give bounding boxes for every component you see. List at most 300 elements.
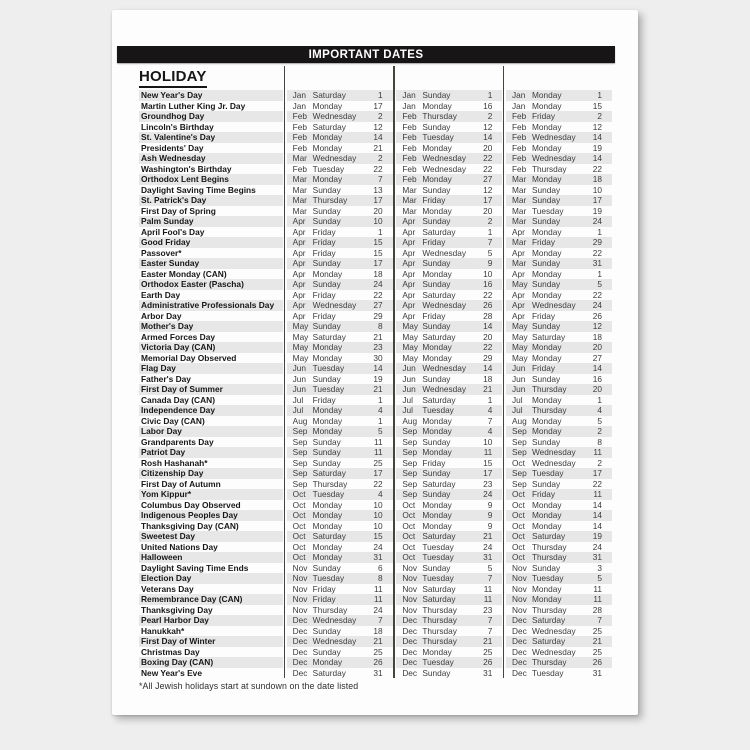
year3-date-cell: [506, 626, 612, 637]
table-row: [139, 521, 612, 532]
weekday: Monday: [312, 132, 343, 142]
month: Mar: [292, 195, 307, 205]
table-row: [139, 90, 612, 101]
day-number: 10: [592, 184, 602, 195]
month: Oct: [511, 531, 525, 541]
month: Jul: [402, 405, 413, 415]
day-number: 12: [483, 121, 493, 132]
table-row: [139, 416, 612, 427]
month: Feb: [292, 111, 307, 121]
year1-date-cell: [287, 290, 393, 301]
table-row: [139, 332, 612, 343]
holiday-name: Labor Day: [139, 426, 283, 437]
table-row: [139, 353, 612, 364]
year2-date-cell: [396, 174, 502, 185]
year3-date-cell: [506, 573, 612, 584]
month: Oct: [402, 510, 416, 520]
weekday: Monday: [422, 646, 452, 657]
table-row: [139, 636, 612, 647]
year2-date-cell: [396, 479, 502, 490]
month: Oct: [292, 520, 306, 531]
month: Feb: [511, 111, 527, 121]
year3-date-cell: [506, 647, 612, 658]
month: Jun: [292, 363, 307, 373]
month: May: [292, 331, 309, 342]
day-number: 9: [487, 499, 493, 510]
year1-date-cell: [287, 258, 393, 269]
year2-date-cell: [396, 269, 502, 280]
year3-date-cell: [506, 90, 612, 101]
weekday: Sunday: [312, 625, 341, 636]
month: Oct: [402, 552, 416, 562]
table-row: [139, 206, 612, 217]
year3-date-cell: [506, 122, 612, 133]
weekday: Saturday: [312, 468, 346, 478]
weekday: Monday: [531, 510, 562, 520]
year2-date-cell: [396, 248, 502, 259]
table-row: [139, 489, 612, 500]
weekday: Saturday: [422, 226, 456, 237]
month: May: [402, 352, 418, 363]
day-number: 5: [597, 415, 602, 426]
month: Oct: [292, 552, 306, 562]
day-number: 17: [373, 258, 383, 268]
day-number: 4: [597, 405, 602, 415]
table-row: [139, 216, 612, 227]
day-number: 7: [487, 615, 493, 625]
year3-date-cell: [506, 489, 612, 500]
table-row: [139, 500, 612, 511]
weekday: Friday: [531, 363, 556, 373]
weekday: Monday: [422, 342, 452, 352]
year2-date-cell: [396, 185, 502, 196]
year1-date-cell: [287, 647, 393, 658]
table-row: [139, 647, 612, 658]
table-row: [139, 300, 612, 311]
table-row: [139, 185, 612, 196]
weekday: Tuesday: [312, 489, 345, 499]
month: Feb: [402, 174, 417, 184]
weekday: Tuesday: [422, 132, 454, 142]
month: Apr: [511, 310, 525, 321]
day-number: 9: [487, 258, 493, 268]
month: Mar: [511, 184, 527, 195]
month: Nov: [402, 562, 418, 573]
weekday: Saturday: [312, 90, 346, 100]
day-number: 28: [483, 310, 493, 321]
year3-date-cell: [506, 437, 612, 448]
month: May: [402, 331, 418, 342]
day-number: 6: [378, 562, 383, 573]
month: Apr: [402, 216, 416, 226]
year3-date-cell: [506, 605, 612, 616]
day-number: 20: [483, 205, 493, 216]
weekday: Sunday: [422, 90, 451, 100]
day-number: 29: [373, 310, 383, 321]
weekday: Friday: [422, 237, 446, 247]
year2-date-cell: [396, 279, 502, 290]
holiday-name: Martin Luther King Jr. Day: [141, 100, 246, 111]
day-number: 26: [483, 300, 493, 310]
holiday-name: Yom Kippur*: [139, 489, 283, 500]
day-number: 21: [373, 142, 383, 153]
weekday: Monday: [531, 415, 562, 426]
year2-date-cell: [396, 321, 502, 332]
year2-date-cell: [396, 227, 502, 238]
year3-date-cell: [506, 279, 612, 290]
weekday: Monday: [531, 174, 562, 184]
month: Apr: [292, 279, 306, 289]
year3-date-cell: [506, 332, 612, 343]
weekday: Thursday: [531, 552, 567, 562]
month: Apr: [402, 279, 416, 289]
weekday: Wednesday: [531, 646, 576, 657]
year2-date-cell: [396, 374, 502, 385]
holiday-name: St. Valentine's Day: [139, 132, 283, 143]
month: Sep: [402, 468, 418, 478]
month: Feb: [511, 142, 527, 153]
holiday-name: Administrative Professionals Day: [139, 300, 283, 311]
day-number: 28: [592, 604, 602, 615]
table-row: [139, 101, 612, 112]
day-number: 24: [483, 541, 493, 552]
month: Mar: [292, 184, 307, 195]
month: Dec: [292, 657, 308, 667]
year2-date-cell: [396, 437, 502, 448]
weekday: Monday: [312, 520, 343, 531]
day-number: 25: [592, 646, 602, 657]
day-number: 18: [373, 625, 383, 636]
month: Dec: [402, 646, 418, 657]
holiday-name: Flag Day: [139, 363, 283, 374]
weekday: Monday: [531, 342, 562, 352]
weekday: Thursday: [531, 541, 567, 552]
day-number: 5: [378, 426, 383, 436]
day-number: 17: [592, 468, 602, 478]
year1-date-cell: [287, 111, 393, 122]
year1-date-cell: [287, 426, 393, 437]
month: Feb: [292, 132, 307, 142]
day-number: 27: [592, 352, 602, 363]
month: Mar: [402, 195, 417, 205]
table-row: [139, 626, 612, 637]
day-number: 4: [378, 405, 383, 415]
day-number: 18: [373, 268, 383, 279]
year2-date-cell: [396, 111, 502, 122]
table-row: [139, 668, 612, 679]
weekday: Monday: [422, 142, 452, 153]
day-number: 12: [483, 184, 493, 195]
day-number: 22: [483, 153, 493, 163]
weekday: Thursday: [312, 195, 348, 205]
weekday: Friday: [422, 310, 446, 321]
year1-date-cell: [287, 237, 393, 248]
holiday-name: Thanksgiving Day: [141, 604, 213, 615]
holiday-name: New Year's Day: [139, 90, 283, 101]
day-number: 1: [378, 394, 383, 405]
month: Oct: [292, 541, 306, 552]
year2-date-cell: [396, 615, 502, 626]
day-number: 20: [592, 384, 602, 394]
month: Oct: [402, 541, 416, 552]
year2-date-cell: [396, 363, 502, 374]
month: Apr: [511, 226, 525, 237]
day-number: 3: [597, 562, 602, 573]
year3-date-cell: [506, 594, 612, 605]
month: Sep: [511, 447, 527, 457]
year3-date-cell: [506, 426, 612, 437]
month: Dec: [511, 625, 527, 636]
weekday: Friday: [422, 457, 446, 468]
year3-date-cell: [506, 206, 612, 217]
month: Jan: [402, 90, 416, 100]
day-number: 26: [373, 657, 383, 667]
table-row: [139, 258, 612, 269]
year3-date-cell: [506, 164, 612, 175]
year1-date-cell: [287, 132, 393, 143]
month: Apr: [402, 226, 416, 237]
day-number: 18: [592, 174, 602, 184]
year3-date-cell: [506, 269, 612, 280]
weekday: Thursday: [422, 636, 457, 646]
year3-date-cell: [506, 300, 612, 311]
weekday: Sunday: [422, 184, 451, 195]
holiday-name: Boxing Day (CAN): [139, 657, 283, 668]
year1-date-cell: [287, 500, 393, 511]
holiday-name: Sweetest Day: [139, 531, 283, 542]
year1-date-cell: [287, 384, 393, 395]
weekday: Tuesday: [531, 468, 564, 478]
day-number: 1: [487, 226, 493, 237]
month: Apr: [511, 247, 525, 258]
year2-date-cell: [396, 647, 502, 658]
day-number: 21: [483, 531, 493, 541]
day-number: 21: [373, 384, 383, 394]
holiday-name: Halloween: [139, 552, 283, 563]
weekday: Sunday: [422, 216, 451, 226]
weekday: Tuesday: [422, 657, 454, 667]
weekday: Wednesday: [531, 300, 576, 310]
weekday: Thursday: [422, 111, 457, 121]
day-number: 18: [483, 373, 493, 384]
day-number: 17: [373, 195, 383, 205]
table-row: [139, 122, 612, 133]
holiday-name: Groundhog Day: [139, 111, 283, 122]
year3-date-cell: [506, 174, 612, 185]
weekday: Saturday: [531, 331, 566, 342]
year2-date-cell: [396, 668, 502, 679]
weekday: Wednesday: [531, 153, 576, 163]
weekday: Tuesday: [312, 163, 345, 174]
day-number: 22: [592, 478, 602, 489]
table-row: [139, 363, 612, 374]
table-row: [139, 342, 612, 353]
weekday: Wednesday: [312, 636, 357, 646]
weekday: Sunday: [312, 279, 341, 289]
year3-date-cell: [506, 636, 612, 647]
day-number: 12: [373, 121, 383, 132]
year1-date-cell: [287, 143, 393, 154]
month: Sep: [292, 478, 308, 489]
day-number: 17: [592, 195, 602, 205]
year3-date-cell: [506, 468, 612, 479]
day-number: 1: [378, 90, 383, 100]
month: Apr: [402, 258, 416, 268]
day-number: 14: [592, 153, 602, 163]
holiday-name: Presidents' Day: [141, 142, 204, 153]
month: Aug: [292, 415, 308, 426]
month: May: [511, 279, 528, 289]
day-number: 21: [373, 331, 383, 342]
weekday: Monday: [531, 100, 562, 111]
weekday: Monday: [422, 415, 452, 426]
year3-date-cell: [506, 321, 612, 332]
month: May: [292, 352, 309, 363]
month: Apr: [292, 247, 306, 258]
weekday: Monday: [531, 499, 562, 510]
weekday: Monday: [312, 415, 343, 426]
month: Apr: [292, 216, 306, 226]
year2-date-cell: [396, 626, 502, 637]
day-number: 23: [373, 342, 383, 352]
table-row: [139, 279, 612, 290]
year2-date-cell: [396, 122, 502, 133]
weekday: Monday: [422, 510, 452, 520]
year1-date-cell: [287, 657, 393, 668]
day-number: 10: [373, 510, 383, 520]
day-number: 2: [487, 216, 493, 226]
year3-date-cell: [506, 416, 612, 427]
day-number: 5: [597, 279, 602, 289]
day-number: 1: [378, 226, 383, 237]
year1-date-cell: [287, 374, 393, 385]
month: Mar: [402, 205, 417, 216]
month: Sep: [292, 426, 308, 436]
month: Feb: [402, 153, 417, 163]
day-number: 11: [374, 583, 383, 594]
month: Apr: [511, 289, 525, 300]
day-number: 1: [597, 268, 602, 279]
weekday: Friday: [422, 195, 446, 205]
holiday-name: Washington's Birthday: [141, 163, 232, 174]
weekday: Sunday: [312, 205, 341, 216]
table-row: [139, 657, 612, 668]
month: Dec: [402, 636, 418, 646]
weekday: Sunday: [422, 667, 451, 678]
year1-date-cell: [287, 521, 393, 532]
month: Oct: [402, 531, 416, 541]
year3-date-cell: [506, 615, 612, 626]
day-number: 1: [597, 90, 602, 100]
day-number: 7: [487, 573, 493, 583]
day-number: 11: [483, 594, 493, 604]
day-number: 5: [487, 247, 493, 258]
day-number: 27: [373, 300, 383, 310]
month: Jun: [292, 384, 307, 394]
weekday: Monday: [312, 405, 343, 415]
table-row: [139, 405, 612, 416]
weekday: Sunday: [312, 436, 341, 447]
year3-date-cell: [506, 395, 612, 406]
year3-date-cell: [506, 185, 612, 196]
holiday-name: First Day of Spring: [141, 205, 216, 216]
month: Feb: [402, 121, 417, 132]
table-row: [139, 395, 612, 406]
year1-date-cell: [287, 321, 393, 332]
weekday: Friday: [312, 583, 336, 594]
month: Jul: [511, 405, 523, 415]
weekday: Tuesday: [531, 205, 564, 216]
table-row: [139, 479, 612, 490]
month: Nov: [292, 604, 308, 615]
year2-date-cell: [396, 164, 502, 175]
holiday-name: First Day of Winter: [139, 636, 283, 647]
month: Nov: [402, 604, 418, 615]
day-number: 8: [378, 573, 383, 583]
weekday: Wednesday: [422, 163, 466, 174]
day-number: 11: [483, 447, 493, 457]
weekday: Saturday: [531, 636, 566, 646]
day-number: 15: [373, 237, 383, 247]
year3-date-cell: [506, 458, 612, 469]
year1-date-cell: [287, 594, 393, 605]
year2-date-cell: [396, 584, 502, 595]
weekday: Wednesday: [531, 447, 576, 457]
year3-date-cell: [506, 101, 612, 112]
month: Dec: [292, 636, 308, 646]
year2-date-cell: [396, 311, 502, 322]
table-row: [139, 605, 612, 616]
weekday: Thursday: [422, 625, 457, 636]
day-number: 22: [373, 289, 383, 300]
month: Apr: [402, 247, 416, 258]
month: Mar: [292, 153, 307, 163]
year2-date-cell: [396, 657, 502, 668]
holiday-name: Independence Day: [139, 405, 283, 416]
year1-date-cell: [287, 279, 393, 290]
month: Nov: [292, 583, 308, 594]
month: Feb: [402, 111, 417, 121]
day-number: 24: [373, 604, 383, 615]
day-number: 19: [592, 142, 602, 153]
day-number: 14: [483, 132, 493, 142]
month: Nov: [511, 583, 527, 594]
weekday: Sunday: [312, 646, 341, 657]
month: Feb: [292, 163, 307, 174]
day-number: 18: [592, 331, 602, 342]
year1-date-cell: [287, 510, 393, 521]
month: Jun: [402, 373, 416, 384]
day-number: 22: [592, 163, 602, 174]
month: Mar: [511, 195, 527, 205]
day-number: 26: [592, 657, 602, 667]
day-number: 30: [373, 352, 383, 363]
year2-date-cell: [396, 510, 502, 521]
table-row: [139, 615, 612, 626]
day-number: 13: [373, 184, 383, 195]
holiday-name: Earth Day: [141, 289, 181, 300]
year3-date-cell: [506, 353, 612, 364]
weekday: Sunday: [422, 436, 451, 447]
day-number: 7: [597, 615, 602, 625]
day-number: 24: [373, 541, 383, 552]
table-row: [139, 437, 612, 448]
month: May: [402, 342, 418, 352]
year2-date-cell: [396, 500, 502, 511]
day-number: 17: [483, 468, 493, 478]
month: Feb: [511, 163, 527, 174]
month: Jun: [511, 384, 526, 394]
